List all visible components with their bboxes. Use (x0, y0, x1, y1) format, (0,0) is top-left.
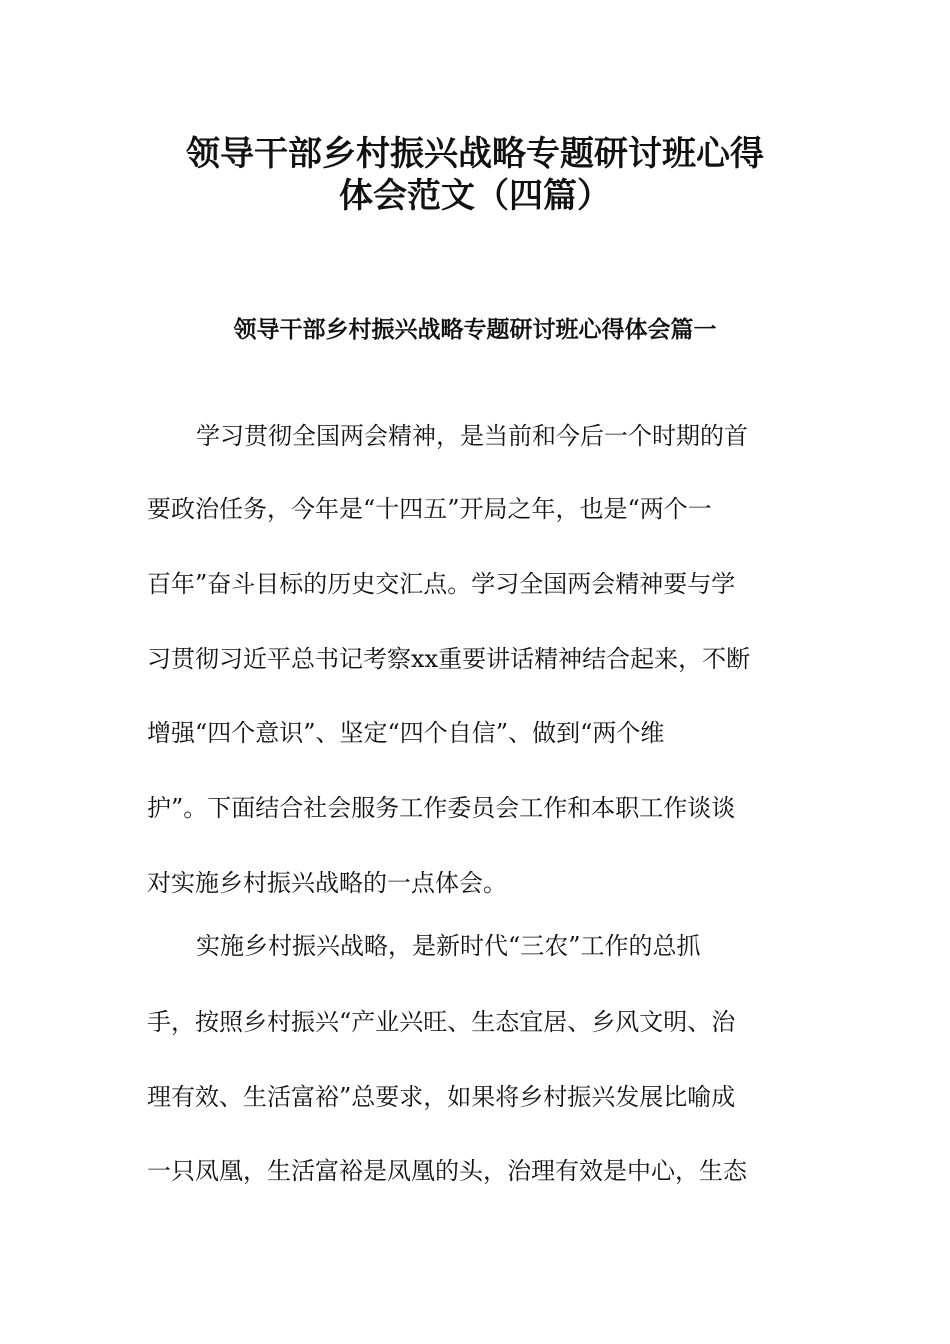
document-title-line-1: 领导干部乡村振兴战略专题研讨班心得 (186, 134, 764, 174)
section-heading: 领导干部乡村振兴战略专题研讨班心得体会篇一 (233, 317, 717, 343)
document-title-line-2: 体会范文（四篇） (339, 176, 611, 216)
paragraph-1-line-5: 增强“四个意识”、坚定“四个自信”、做到“两个维 (147, 719, 665, 747)
paragraph-1-line-2: 要政治任务，今年是“十四五”开局之年，也是“两个一 (147, 495, 712, 523)
paragraph-2-line-2: 手，按照乡村振兴“产业兴旺、生态宜居、乡风文明、治 (147, 1008, 736, 1036)
paragraph-1-line-6: 护”。下面结合社会服务工作委员会工作和本职工作谈谈 (147, 794, 736, 822)
paragraph-2-line-4: 一只凤凰，生活富裕是凤凰的头，治理有效是中心，生态 (147, 1157, 747, 1185)
paragraph-1-line-1: 学习贯彻全国两会精神，是当前和今后一个时期的首 (196, 422, 748, 450)
paragraph-1-line-4: 习贯彻习近平总书记考察xx重要讲话精神结合起来，不断 (147, 645, 751, 673)
paragraph-1-line-7: 对实施乡村振兴战略的一点体会。 (147, 869, 507, 897)
paragraph-2-line-1: 实施乡村振兴战略，是新时代“三农”工作的总抓 (196, 932, 701, 960)
paragraph-1-line-3: 百年”奋斗目标的历史交汇点。学习全国两会精神要与学 (147, 570, 736, 598)
paragraph-2-line-3: 理有效、生活富裕”总要求，如果将乡村振兴发展比喻成 (147, 1083, 736, 1111)
